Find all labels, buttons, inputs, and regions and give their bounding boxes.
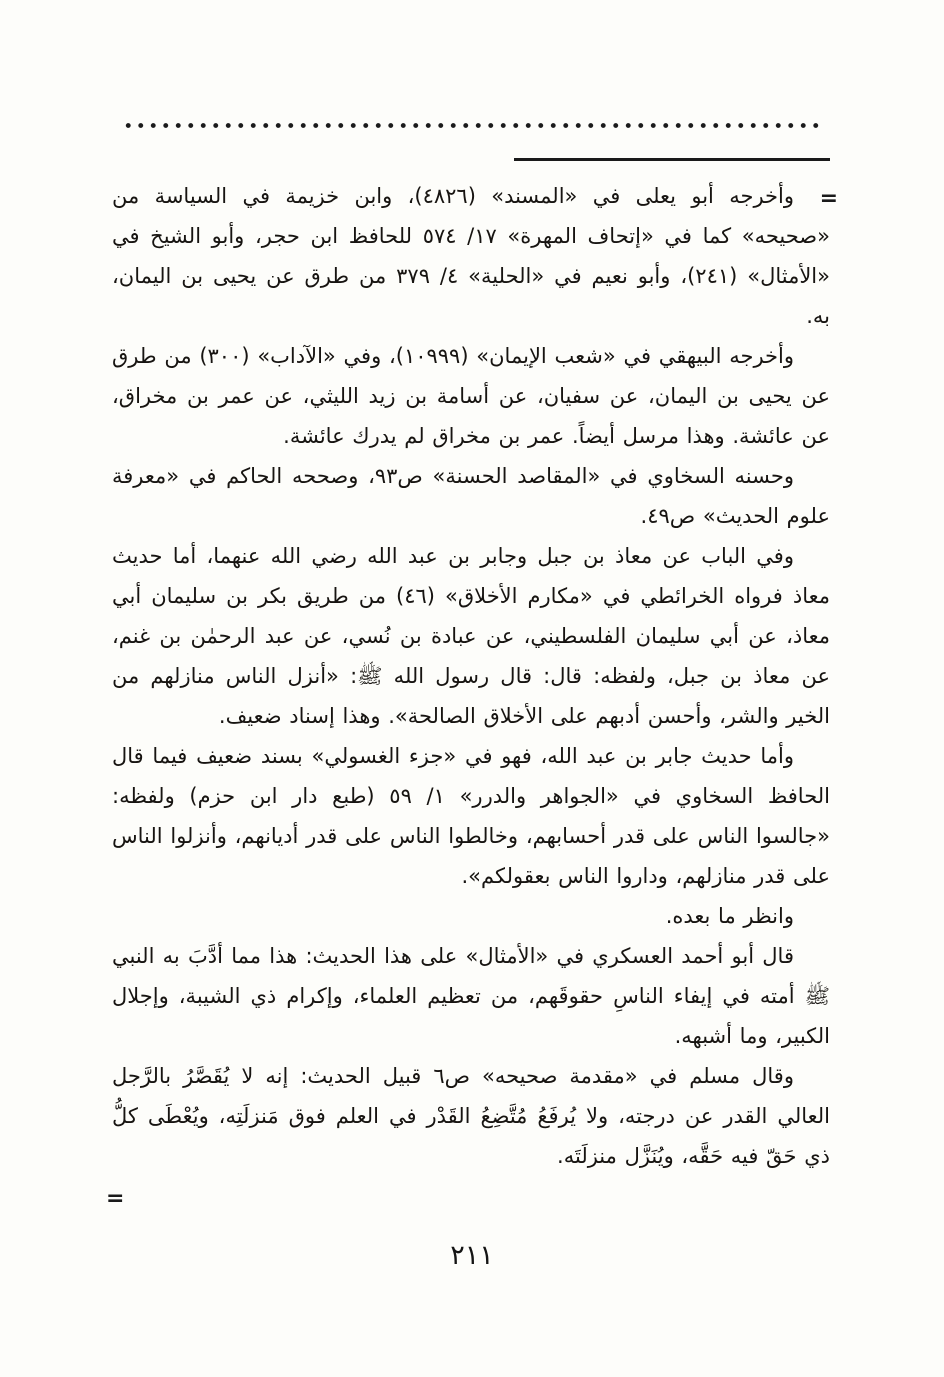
footnote-paragraph: وفي الباب عن معاذ بن جبل وجابر بن عبد الله رضي الله عنهما، أما حديث معاذ فرواه الخرائطي في «مكارم الأخلاق» (٤٦) من طريق بكر بن سليمان أبي معاذ، عن أبي سليمان الفلسطيني، عن عبادة بن نُسي، عن عبد الرحمٰن بن غنم، عن معاذ بن جبل، ولفظه: قال: قال رسول الله ﷺ: «أنزل الناس منازلهم من الخير والشر، وأحسن أدبهم على الأخلاق الصالحة». وهذا إسناد ضعيف. [112,544,830,728]
footnote-paragraph: وانظر ما بعده. [665,904,794,928]
footnote-paragraph: وقال مسلم في «مقدمة صحيحه» ص٦ قبيل الحديث: إنه لا يُقَصَّرُ بالرَّجل العالي القدر عن درجته، ولا يُرفَعُ مُتَّضِعُ القَدْر في العلم فوق مَنزلَتِه، ويُعْطَى كلُّ ذي حَقّ فيه حَقَّه، ويُنَزَّل منزلَتَه. [112,1064,830,1168]
footnote-paragraph: وأما حديث جابر بن عبد الله، فهو في «جزء الغسولي» بسند ضعيف فيما قال الحافظ السخاوي في «الجواهر والدرر» ١/ ٥٩ (طبع دار ابن حزم) ولفظه: «جالسوا الناس على قدر أحسابهم، وخالطوا الناس على قدر أديانهم، وأنزلوا الناس على قدر منازلهم، وداروا الناس بعقولكم». [112,744,830,888]
page-number: ٢١١ [450,1240,494,1271]
footnote-continuation-marker-top: = [819,186,838,211]
footnote-text-block [112,176,830,1176]
footnote-paragraph: وأخرجه البيهقي في «شعب الإيمان» (١٠٩٩٩)، وفي «الآداب» (٣٠٠) من طرق عن يحيى بن اليمان، عن سفيان، عن أسامة بن زيد الليثي، عن عمر بن مخراق، عن عائشة. وهذا مرسل أيضاً. عمر بن مخراق لم يدرك عائشة. [112,344,830,448]
footnote-paragraph: وحسنه السخاوي في «المقاصد الحسنة» ص٩٣، وصححه الحاكم في «معرفة علوم الحديث» ص٤٩. [112,464,830,528]
ellipsis-dots [120,121,822,130]
footnote-paragraph: وأخرجه أبو يعلى في «المسند» (٤٨٢٦)، وابن خزيمة في السياسة من «صحيحه» كما في «إتحاف المهرة» ١٧/ ٥٧٤ للحافظ ابن حجر، وأبو الشيخ في «الأمثال» (٢٤١)، وأبو نعيم في «الحلية» ٤/ ٣٧٩ من طرق عن يحيى بن اليمان، به. [112,184,830,328]
footnote-separator-line [514,158,830,161]
footnote-continuation-marker-bottom: = [106,1186,125,1211]
footnote-paragraph: قال أبو أحمد العسكري في «الأمثال» على هذا الحديث: هذا مما أدَّبَ به النبي ﷺ أمته في إيفاء الناسِ حقوقَهم، من تعظيم العلماء، وإكرام ذي الشيبة، وإجلال الكبير، وما أشبهه. [112,944,830,1048]
